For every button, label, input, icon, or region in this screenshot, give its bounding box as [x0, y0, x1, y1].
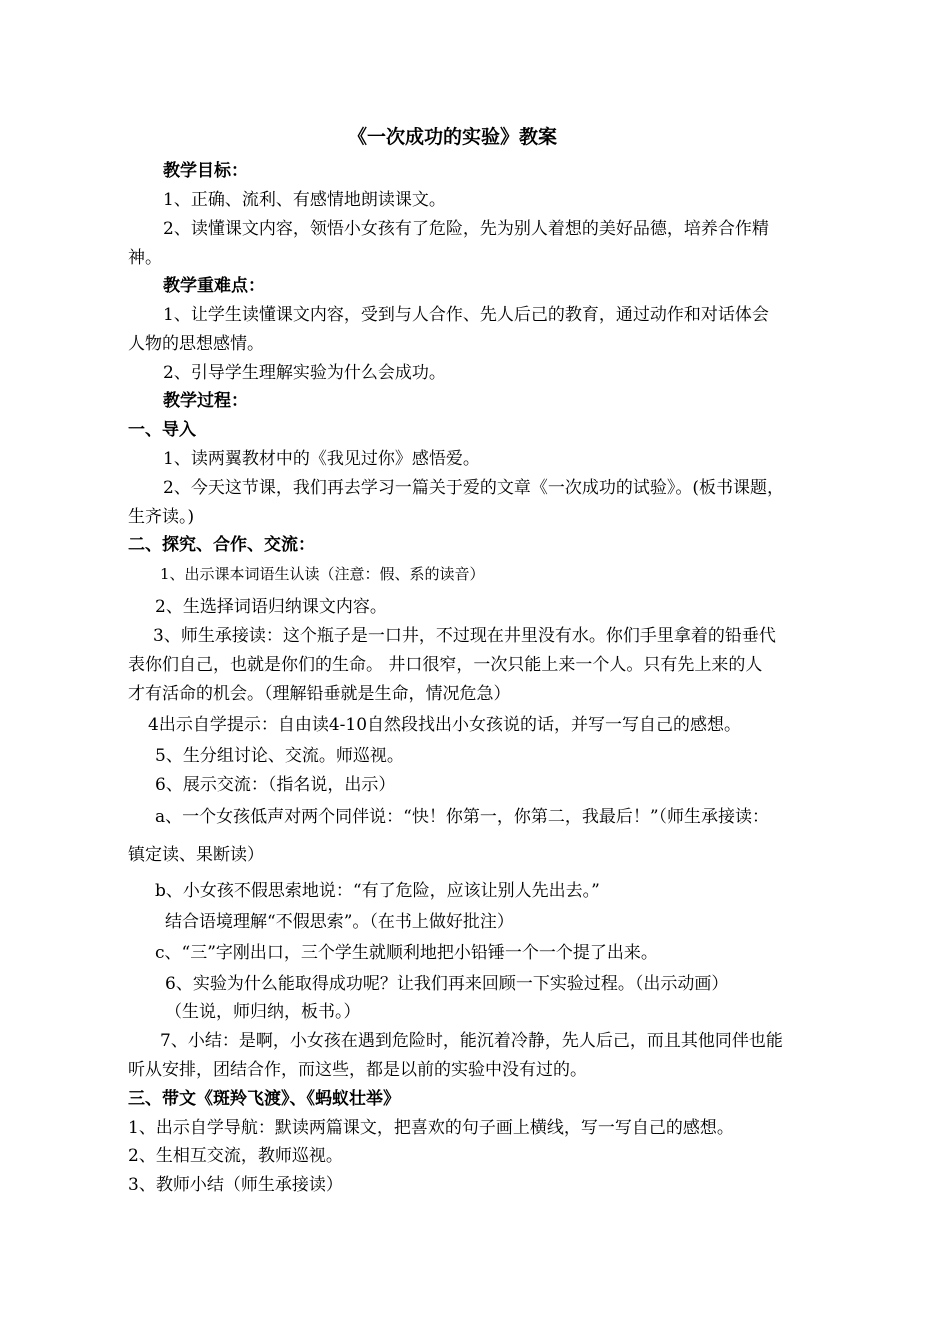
paragraph-line: 6、展示交流：（指名说，出示）: [155, 775, 396, 795]
section-heading-objectives: 教学目标：: [163, 161, 248, 181]
paragraph-line: 2、今天这节课，我们再去学习一篇关于爱的文章《一次成功的试验》。(板书课题，: [163, 478, 784, 498]
paragraph-line: 6、实验为什么能取得成功呢？让我们再来回顾一下实验过程。（出示动画）: [165, 974, 729, 994]
paragraph-line: 5、生分组讨论、交流。师巡视。: [155, 746, 404, 766]
paragraph-line: 1、让学生读懂课文内容，受到与人合作、先人后己的教育，通过动作和对话体会: [163, 305, 769, 325]
paragraph-line: 表你们自己，也就是你们的生命。 井口很窄，一次只能上来一个人。只有先上来的人: [128, 655, 763, 675]
paragraph-line: c、“三”字刚出口，三个学生就顺利地把小铅锤一个一个提了出来。: [155, 943, 658, 963]
section-heading-explore: 二、探究、合作、交流：: [128, 535, 315, 555]
document-title: 《一次成功的实验》教案: [348, 126, 558, 148]
paragraph-line: 才有活命的机会。（理解铅垂就是生命，情况危急）: [128, 684, 511, 704]
paragraph-line: 镇定读、果断读）: [128, 845, 264, 865]
paragraph-line: （生说，师归纳，板书。）: [165, 1002, 361, 1022]
paragraph-line: a、一个女孩低声对两个同伴说：“快！你第一，你第二，我最后！”（师生承接读：: [155, 807, 770, 827]
paragraph-line: 结合语境理解“不假思索”。（在书上做好批注）: [165, 912, 514, 932]
paragraph-line: 3、师生承接读：这个瓶子是一口井，不过现在井里没有水。你们手里拿着的铅垂代: [153, 626, 776, 646]
paragraph-line: 2、生选择词语归纳课文内容。: [155, 597, 387, 617]
paragraph-line: 1、出示自学导航：默读两篇课文，把喜欢的句子画上横线，写一写自己的感想。: [128, 1118, 734, 1138]
paragraph-line: b、小女孩不假思索地说：“有了危险，应该让别人先出去。”: [155, 881, 600, 901]
section-heading-intro: 一、导入: [128, 420, 196, 440]
paragraph-line: 7、小结：是啊，小女孩在遇到危险时，能沉着冷静，先人后己，而且其他同伴也能: [160, 1031, 783, 1051]
paragraph-line: 4出示自学提示：自由读4-10自然段找出小女孩说的话，并写一写自己的感想。: [148, 715, 742, 735]
paragraph-line: 1、读两翼教材中的《我见过你》感悟爱。: [163, 449, 480, 469]
paragraph-line: 2、生相互交流，教师巡视。: [128, 1146, 343, 1166]
paragraph-line: 听从安排，团结合作，而这些，都是以前的实验中没有过的。: [128, 1060, 587, 1080]
paragraph-line: 神。: [128, 248, 162, 268]
paragraph-line: 1、正确、流利、有感情地朗读课文。: [163, 190, 446, 210]
paragraph-line: 人物的思想感情。: [128, 334, 264, 354]
section-heading-key-points: 教学重难点：: [163, 276, 265, 296]
paragraph-line: 3、教师小结（师生承接读）: [128, 1175, 343, 1195]
paragraph-line: 生齐读。): [128, 507, 195, 527]
paragraph-line: 2、引导学生理解实验为什么会成功。: [163, 363, 446, 383]
section-heading-extended-reading: 三、带文《斑羚飞渡》、《蚂蚁壮举》: [128, 1089, 400, 1109]
paragraph-line: 2、读懂课文内容，领悟小女孩有了危险，先为别人着想的美好品德，培养合作精: [163, 219, 769, 239]
paragraph-line: 1、出示课本词语生认读（注意：假、系的读音）: [160, 565, 485, 583]
section-heading-process: 教学过程：: [163, 391, 248, 411]
